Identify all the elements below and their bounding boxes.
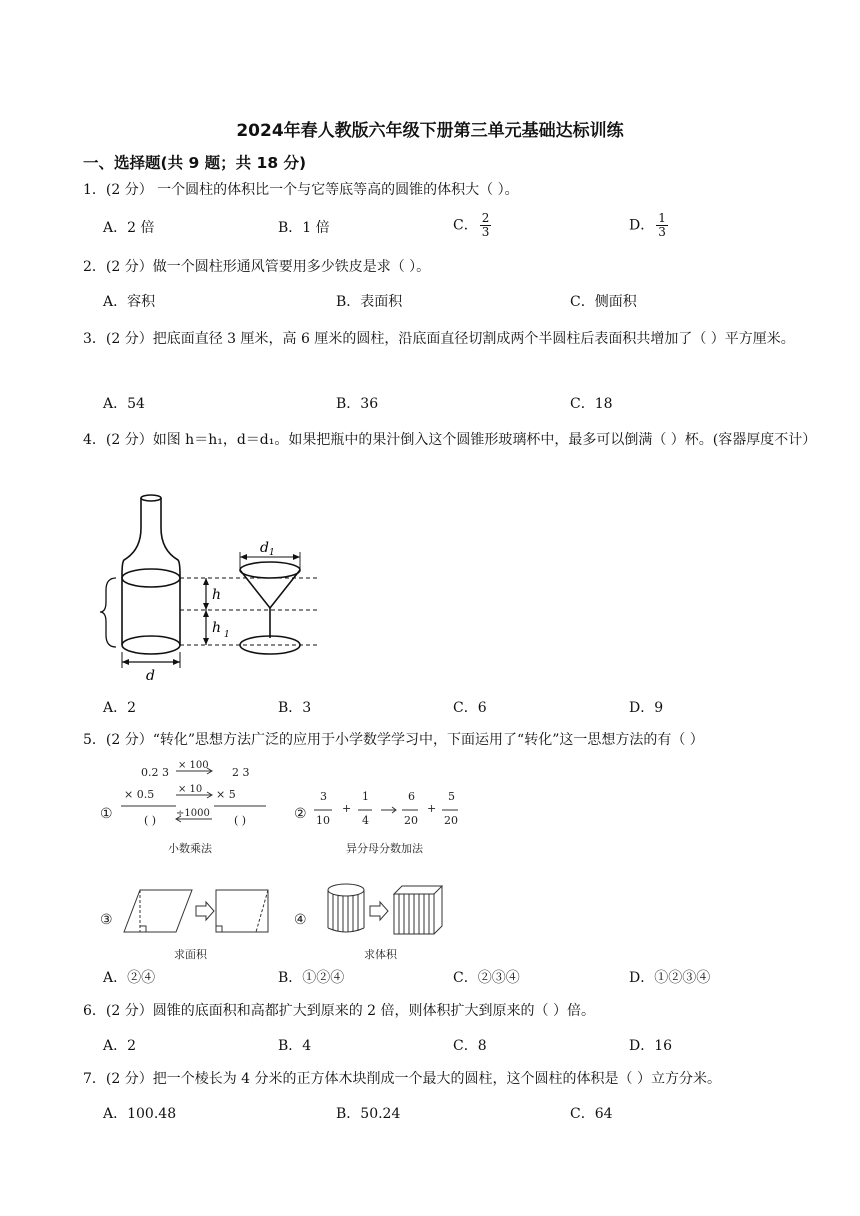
- q4-option-a[interactable]: A．2: [103, 700, 137, 716]
- svg-text:①: ①: [100, 806, 113, 822]
- question-4: 4．(2 分）如图 h＝h₁，d＝d₁。如果把瓶中的果汁倒入这个圆锥形玻璃杯中，最多可以倒满（ ）杯。(容器厚度不计）: [83, 432, 817, 448]
- q1-option-a[interactable]: A．2 倍: [103, 220, 155, 236]
- q3-option-c[interactable]: C．18: [570, 396, 613, 412]
- label-d: d: [146, 668, 155, 684]
- svg-text:②: ②: [294, 806, 307, 822]
- q3-option-b[interactable]: B．36: [336, 396, 379, 412]
- svg-text:小数乘法: 小数乘法: [168, 842, 212, 855]
- svg-text:求面积: 求面积: [174, 948, 207, 961]
- q1-option-d[interactable]: [629, 212, 668, 239]
- svg-text:2 3: 2 3: [232, 766, 250, 779]
- svg-text:+: +: [427, 802, 437, 815]
- q2-option-c[interactable]: C．侧面积: [570, 294, 637, 310]
- q1-option-c-fraction: $\frac{2}{3}$: [481, 211, 490, 239]
- conversion-methods-figure: [96, 756, 466, 964]
- q5-option-b[interactable]: B．①②④: [278, 970, 345, 986]
- question-7: 7．(2 分）把一个棱长为 4 分米的正方体木块削成一个最大的圆柱，这个圆柱的体积是（ ）立方分米。: [83, 1071, 721, 1087]
- question-3: 3．(2 分）把底面直径 3 厘米，高 6 厘米的圆柱，沿底面直径切割成两个半圆柱后表面积共增加了（ ）平方厘米。: [83, 331, 795, 347]
- svg-text:20: 20: [444, 814, 458, 827]
- bottle-and-cone-figure: [96, 490, 326, 690]
- q5-option-d[interactable]: D．①②③④: [629, 970, 711, 986]
- svg-text:20: 20: [404, 814, 418, 827]
- svg-text:求体积: 求体积: [364, 948, 397, 961]
- q4-option-c[interactable]: C．6: [453, 700, 487, 716]
- q7-option-b[interactable]: B．50.24: [336, 1106, 401, 1122]
- q7-option-c[interactable]: C．64: [570, 1106, 613, 1122]
- svg-text:1: 1: [362, 790, 369, 803]
- svg-text:④: ④: [294, 912, 307, 928]
- svg-text:③: ③: [100, 912, 113, 928]
- svg-text:+: +: [342, 802, 352, 815]
- svg-text:10: 10: [316, 814, 330, 827]
- q1-option-d-label: D．: [629, 217, 655, 234]
- svg-text:0.2 3: 0.2 3: [141, 766, 169, 779]
- q1-option-d-fraction: $\frac{1}{3}$: [658, 211, 666, 239]
- svg-text:( ): ( ): [144, 814, 157, 827]
- svg-text:6: 6: [408, 790, 415, 803]
- question-2: 2．(2 分）做一个圆柱形通风管要用多少铁皮是求（ ）。: [83, 259, 431, 275]
- svg-text:× 10: × 10: [178, 784, 203, 795]
- svg-text:4: 4: [362, 814, 369, 827]
- svg-text:× 5: × 5: [216, 788, 236, 801]
- page-title: 2024年春人教版六年级下册第三单元基础达标训练: [236, 121, 624, 141]
- q4-option-b[interactable]: B．3: [278, 700, 312, 716]
- q2-option-a[interactable]: A．容积: [103, 294, 156, 310]
- svg-text:5: 5: [448, 790, 455, 803]
- question-6: 6．(2 分）圆锥的底面积和高都扩大到原来的 2 倍，则体积扩大到原来的（ ）倍。: [83, 1003, 595, 1019]
- q6-option-d[interactable]: D．16: [629, 1038, 673, 1054]
- q3-option-a[interactable]: A．54: [103, 396, 145, 412]
- q1-option-b[interactable]: B．1 倍: [278, 220, 330, 236]
- q5-option-c[interactable]: C．②③④: [453, 970, 520, 986]
- q1-option-c-label: C．: [453, 217, 478, 234]
- q7-option-a[interactable]: A．100.48: [103, 1106, 177, 1122]
- q6-option-b[interactable]: B．4: [278, 1038, 312, 1054]
- section-heading: 一、选择题(共 9 题；共 18 分): [83, 154, 307, 172]
- q5-option-a[interactable]: A．②④: [103, 970, 156, 986]
- label-h1: h $_1$: [212, 620, 230, 640]
- question-1: 1．(2 分） 一个圆柱的体积比一个与它等底等高的圆锥的体积大（ ）。: [83, 182, 519, 198]
- q1-option-c[interactable]: [453, 212, 491, 239]
- svg-text:( ): ( ): [234, 814, 247, 827]
- svg-text:× 0.5: × 0.5: [124, 788, 155, 801]
- q4-option-d[interactable]: D．9: [629, 700, 664, 716]
- q2-option-b[interactable]: B．表面积: [336, 294, 403, 310]
- label-d1: $d_1$: [260, 540, 275, 558]
- svg-text:× 100: × 100: [178, 760, 209, 771]
- svg-text:3: 3: [320, 790, 327, 803]
- q6-option-a[interactable]: A．2: [103, 1038, 137, 1054]
- label-h: h: [212, 587, 222, 603]
- svg-text:异分母分数加法: 异分母分数加法: [346, 842, 423, 855]
- question-5: 5．(2 分）“转化”思想方法广泛的应用于小学数学学习中，下面运用了“转化”这一思想方法的有（ ）: [83, 732, 704, 748]
- q6-option-c[interactable]: C．8: [453, 1038, 487, 1054]
- svg-text:÷1000: ÷1000: [176, 808, 210, 819]
